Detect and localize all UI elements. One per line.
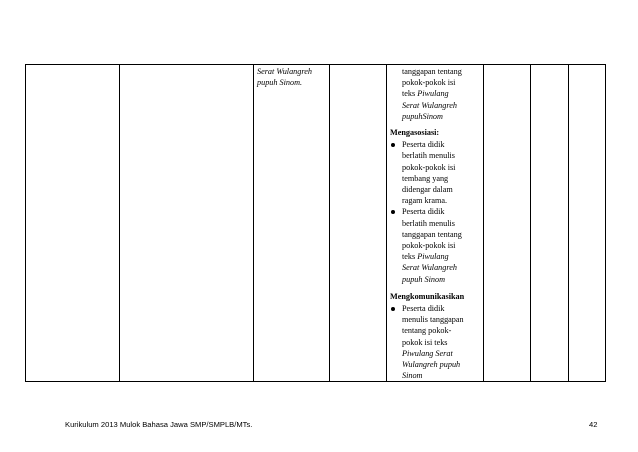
table-column-border: [605, 64, 606, 382]
table-column-border: [568, 64, 569, 382]
activity-line: Serat Wulangreh: [402, 100, 457, 110]
list-item: Peserta didik menulis tanggapan tentang pokok- pokok isi teks Piwulang Serat Wulangreh pupuh Sinom: [390, 303, 482, 381]
activity-line: teks Piwulang: [402, 89, 449, 99]
bullet-icon: [391, 143, 395, 147]
activity-cell: [390, 66, 482, 381]
table-column-border: [119, 64, 120, 382]
materi-line: Serat Wulangreh: [257, 67, 312, 76]
list-item: Peserta didik berlatih menulis tanggapan tentang pokok-pokok isi teks Piwulang Serat Wulangreh pupuh Sinom: [390, 206, 482, 284]
table-column-border: [483, 64, 484, 382]
table-column-border: [530, 64, 531, 382]
table-top-border: [25, 64, 606, 65]
mengasosiasi-heading: Mengasosiasi:: [390, 128, 440, 138]
table-column-border: [253, 64, 254, 382]
bullet-icon: [391, 210, 395, 214]
mengkomunikasikan-heading: Mengkomunikasikan: [390, 291, 465, 301]
activity-line: tanggapan tentang: [402, 67, 462, 76]
activity-continuation: [390, 66, 482, 122]
activity-line: pupuhSinom: [402, 111, 443, 121]
bullet-icon: [391, 307, 395, 311]
syllabus-table: [25, 64, 606, 382]
activity-line: pokok-pokok isi: [402, 78, 456, 88]
table-column-border: [329, 64, 330, 382]
list-item: Peserta didik berlatih menulis pokok-pokok isi tembang yang didengar dalam ragam krama.: [390, 139, 482, 206]
materi-line: pupuh Sinom.: [257, 78, 303, 88]
table-column-border: [25, 64, 26, 382]
materi-cell: [257, 66, 327, 88]
table-column-border: [386, 64, 387, 382]
page-number: 42: [589, 420, 598, 429]
table-bottom-border: [25, 381, 606, 382]
footer-title: Kurikulum 2013 Mulok Bahasa Jawa SMP/SMPLB/MTs.: [65, 420, 253, 429]
